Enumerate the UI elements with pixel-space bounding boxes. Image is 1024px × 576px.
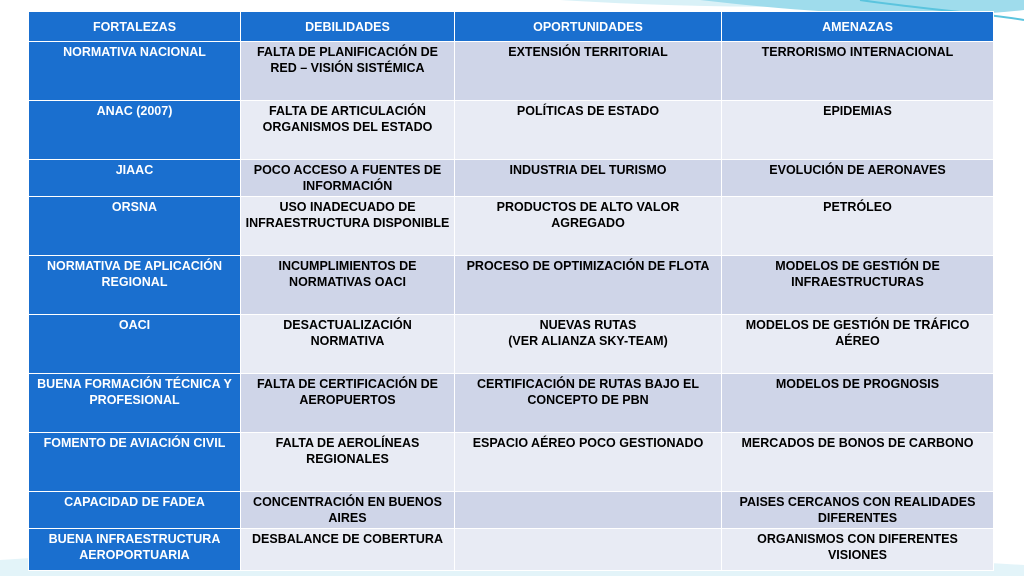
header-fortalezas: FORTALEZAS: [29, 12, 241, 42]
table-row: [29, 374, 994, 433]
fortaleza-cell: NORMATIVA DE APLICACIÓN REGIONAL: [29, 256, 241, 315]
fortaleza-cell: CAPACIDAD DE FADEA: [29, 492, 241, 529]
table-row: [29, 492, 994, 529]
fortaleza-cell: BUENA FORMACIÓN TÉCNICA Y PROFESIONAL: [29, 374, 241, 433]
header-amenazas: AMENAZAS: [722, 12, 994, 42]
header-debilidades: DEBILIDADES: [241, 12, 455, 42]
swot-table: [28, 11, 994, 571]
debilidad-cell: DESACTUALIZACIÓN NORMATIVA: [241, 315, 455, 374]
oportunidad-cell: CERTIFICACIÓN DE RUTAS BAJO EL CONCEPTO DE PBN: [455, 374, 722, 433]
oportunidad-cell: POLÍTICAS DE ESTADO: [455, 101, 722, 160]
fortaleza-cell: BUENA INFRAESTRUCTURA AEROPORTUARIA: [29, 529, 241, 571]
amenaza-cell: EVOLUCIÓN DE AERONAVES: [722, 160, 994, 197]
amenaza-cell: MODELOS DE PROGNOSIS: [722, 374, 994, 433]
oportunidad-cell: INDUSTRIA DEL TURISMO: [455, 160, 722, 197]
debilidad-cell: DESBALANCE DE COBERTURA: [241, 529, 455, 571]
debilidad-cell: FALTA DE AEROLÍNEAS REGIONALES: [241, 433, 455, 492]
fortaleza-cell: JIAAC: [29, 160, 241, 197]
table-row: [29, 101, 994, 160]
debilidad-cell: INCUMPLIMIENTOS DE NORMATIVAS OACI: [241, 256, 455, 315]
amenaza-cell: PAISES CERCANOS CON REALIDADES DIFERENTES: [722, 492, 994, 529]
table-row: [29, 42, 994, 101]
amenaza-cell: MERCADOS DE BONOS DE CARBONO: [722, 433, 994, 492]
table-row: [29, 256, 994, 315]
oportunidad-cell: NUEVAS RUTAS (VER ALIANZA SKY-TEAM): [455, 315, 722, 374]
amenaza-cell: TERRORISMO INTERNACIONAL: [722, 42, 994, 101]
debilidad-cell: USO INADECUADO DE INFRAESTRUCTURA DISPONIBLE: [241, 197, 455, 256]
amenaza-cell: MODELOS DE GESTIÓN DE TRÁFICO AÉREO: [722, 315, 994, 374]
header-row: [29, 12, 994, 42]
table-row: [29, 197, 994, 256]
oportunidad-cell: PRODUCTOS DE ALTO VALOR AGREGADO: [455, 197, 722, 256]
amenaza-cell: PETRÓLEO: [722, 197, 994, 256]
table-row: [29, 433, 994, 492]
oportunidad-cell: PROCESO DE OPTIMIZACIÓN DE FLOTA: [455, 256, 722, 315]
fortaleza-cell: FOMENTO DE AVIACIÓN CIVIL: [29, 433, 241, 492]
amenaza-cell: MODELOS DE GESTIÓN DE INFRAESTRUCTURAS: [722, 256, 994, 315]
fortaleza-cell: OACI: [29, 315, 241, 374]
debilidad-cell: FALTA DE CERTIFICACIÓN DE AEROPUERTOS: [241, 374, 455, 433]
table-row: [29, 529, 994, 571]
fortaleza-cell: ORSNA: [29, 197, 241, 256]
oportunidad-cell: ESPACIO AÉREO POCO GESTIONADO: [455, 433, 722, 492]
amenaza-cell: ORGANISMOS CON DIFERENTES VISIONES: [722, 529, 994, 571]
oportunidad-cell: EXTENSIÓN TERRITORIAL: [455, 42, 722, 101]
fortaleza-cell: NORMATIVA NACIONAL: [29, 42, 241, 101]
oportunidad-cell: [455, 529, 722, 571]
amenaza-cell: EPIDEMIAS: [722, 101, 994, 160]
oportunidad-cell: [455, 492, 722, 529]
table-row: [29, 315, 994, 374]
table-row: [29, 160, 994, 197]
fortaleza-cell: ANAC (2007): [29, 101, 241, 160]
debilidad-cell: CONCENTRACIÓN EN BUENOS AIRES: [241, 492, 455, 529]
header-oportunidades: OPORTUNIDADES: [455, 12, 722, 42]
debilidad-cell: FALTA DE PLANIFICACIÓN DE RED – VISIÓN SISTÉMICA: [241, 42, 455, 101]
debilidad-cell: POCO ACCESO A FUENTES DE INFORMACIÓN: [241, 160, 455, 197]
debilidad-cell: FALTA DE ARTICULACIÓN ORGANISMOS DEL ESTADO: [241, 101, 455, 160]
